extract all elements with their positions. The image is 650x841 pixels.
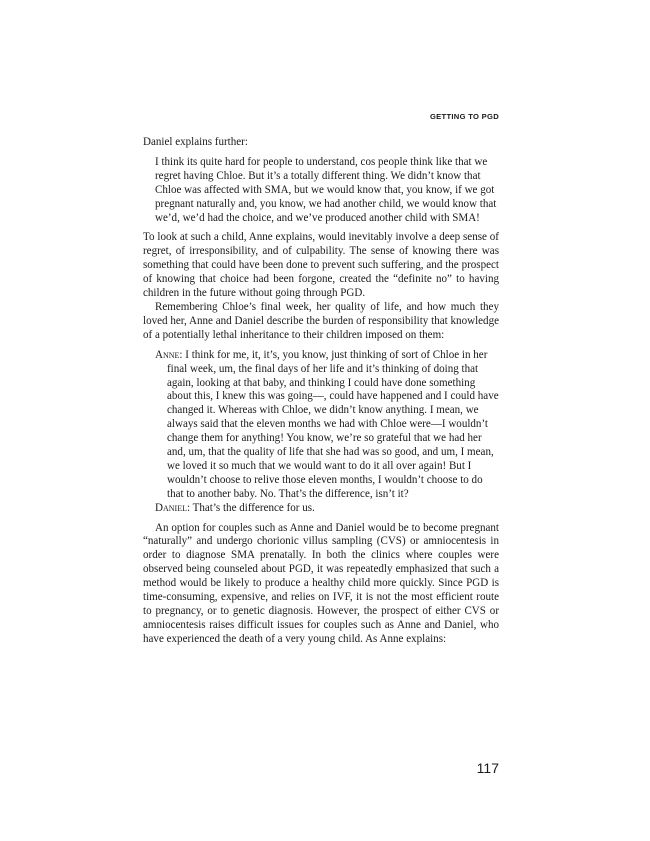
dialogue-text: That’s the difference for us. — [192, 501, 315, 514]
block-quote — [155, 156, 499, 226]
page-number: 117 — [476, 760, 499, 776]
dialogue-block — [155, 349, 499, 516]
dialogue-text: I think for me, it, it’s, you know, just thinking of sort of Chloe in her final week, um, the final days of her life and it’s thinking of doing that again, looking at that baby, and thinking I could have done something about this, I knew this was going—, could have happened and I could have changed it. Whereas with Chloe, we didn’t know anything. I mean, we always said that the eleven months we had with Chloe were—I wouldn’t change them for anything! You know, we’re so grateful that we had her and, um, that the quality of life that she had was so good, and um, I mean, we loved it so much that we would want to do it all over again! But I wouldn’t choose to relive those eleven months, I wouldn’t choose to do that to another baby. No. That’s the difference, isn’t it? — [167, 348, 499, 500]
dialogue-line-daniel — [155, 502, 499, 516]
running-head: GETTING TO PGD — [429, 112, 499, 121]
speaker-name: Daniel: — [155, 501, 191, 514]
intro-line: Daniel explains further: — [143, 136, 248, 148]
dialogue-line-anne — [155, 349, 499, 502]
speaker-name: Anne: — [155, 348, 183, 361]
body-text — [143, 136, 499, 647]
quote-paragraph: I think its quite hard for people to understand, cos people think like that we regret having Chloe. But it’s a totally different thing. We didn’t know that Chloe was affected with SMA, but we would know that, you know, if we got pregnant naturally and, you know, we had another child, we would know that we’d, we’d had the choice, and we’ve produced another child with SMA! — [155, 155, 497, 224]
book-page — [143, 112, 499, 812]
paragraph-2: Remembering Chloe’s final week, her quality of life, and how much they loved her, Anne and Daniel describe the burden of responsibility that knowledge of a potentially lethal inheritance to their children imposed on them: — [143, 300, 499, 341]
paragraph-3: An option for couples such as Anne and Daniel would be to become pregnant “naturally” and undergo chorionic villus sampling (CVS) or amniocentesis in order to diagnose SMA prenatally. In both the clinics where couples were observed being counseled about PGD, it was repeatedly emphasized that such a method would be likely to produce a healthy child more quickly. Since PGD is time-consuming, expensive, and relies on IVF, it is not the most efficient route to pregnancy, or to genetic diagnosis. However, the prospect of either CVS or amniocentesis raises difficult issues for couples such as Anne and Daniel, who have experienced the death of a very young child. As Anne explains: — [143, 521, 499, 645]
paragraph-1: To look at such a child, Anne explains, would inevitably involve a deep sense of regret, of irresponsibility, and of culpability. The sense of knowing there was something that could have been done to prevent such suffering, and the prospect of knowing that choice had been forgone, created the “definite no” to having children in the future without going through PGD. — [143, 231, 499, 300]
